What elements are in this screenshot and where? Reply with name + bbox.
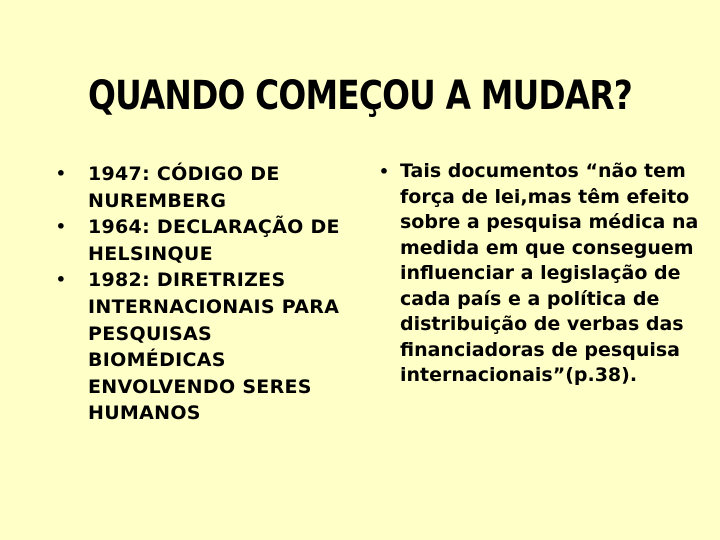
list-item-1947 <box>34 161 344 214</box>
list-item-text: 1964: DECLARAÇÃO DE HELSINQUE <box>88 216 340 265</box>
bullet-icon: • <box>378 162 390 181</box>
slide-title: QUANDO COMEÇOU A MUDAR? <box>88 73 632 119</box>
bullet-icon: • <box>55 164 67 183</box>
bullet-icon: • <box>55 217 67 237</box>
bullet-icon: • <box>55 270 67 290</box>
quote-item <box>368 159 708 389</box>
list-item-1982 <box>34 267 344 427</box>
list-item-text: 1947: CÓDIGO DE NUREMBERG <box>88 163 280 212</box>
timeline-list <box>34 161 344 427</box>
list-item-1964 <box>34 214 344 267</box>
list-item-text: 1982: DIRETRIZES INTERNACIONAIS PARA PESQUISAS BIOMÉDICAS ENVOLVENDO SERES HUMANOS <box>88 269 340 425</box>
quote-text: Tais documentos “não tem força de lei,mas têm efeito sobre a pesquisa médica na medida em que conseguem influenciar a legislação de cada país e a política de distribuição de verbas das financiadoras de pesquisa internacionais”(p.38). <box>400 160 699 386</box>
quote-list <box>368 159 708 389</box>
